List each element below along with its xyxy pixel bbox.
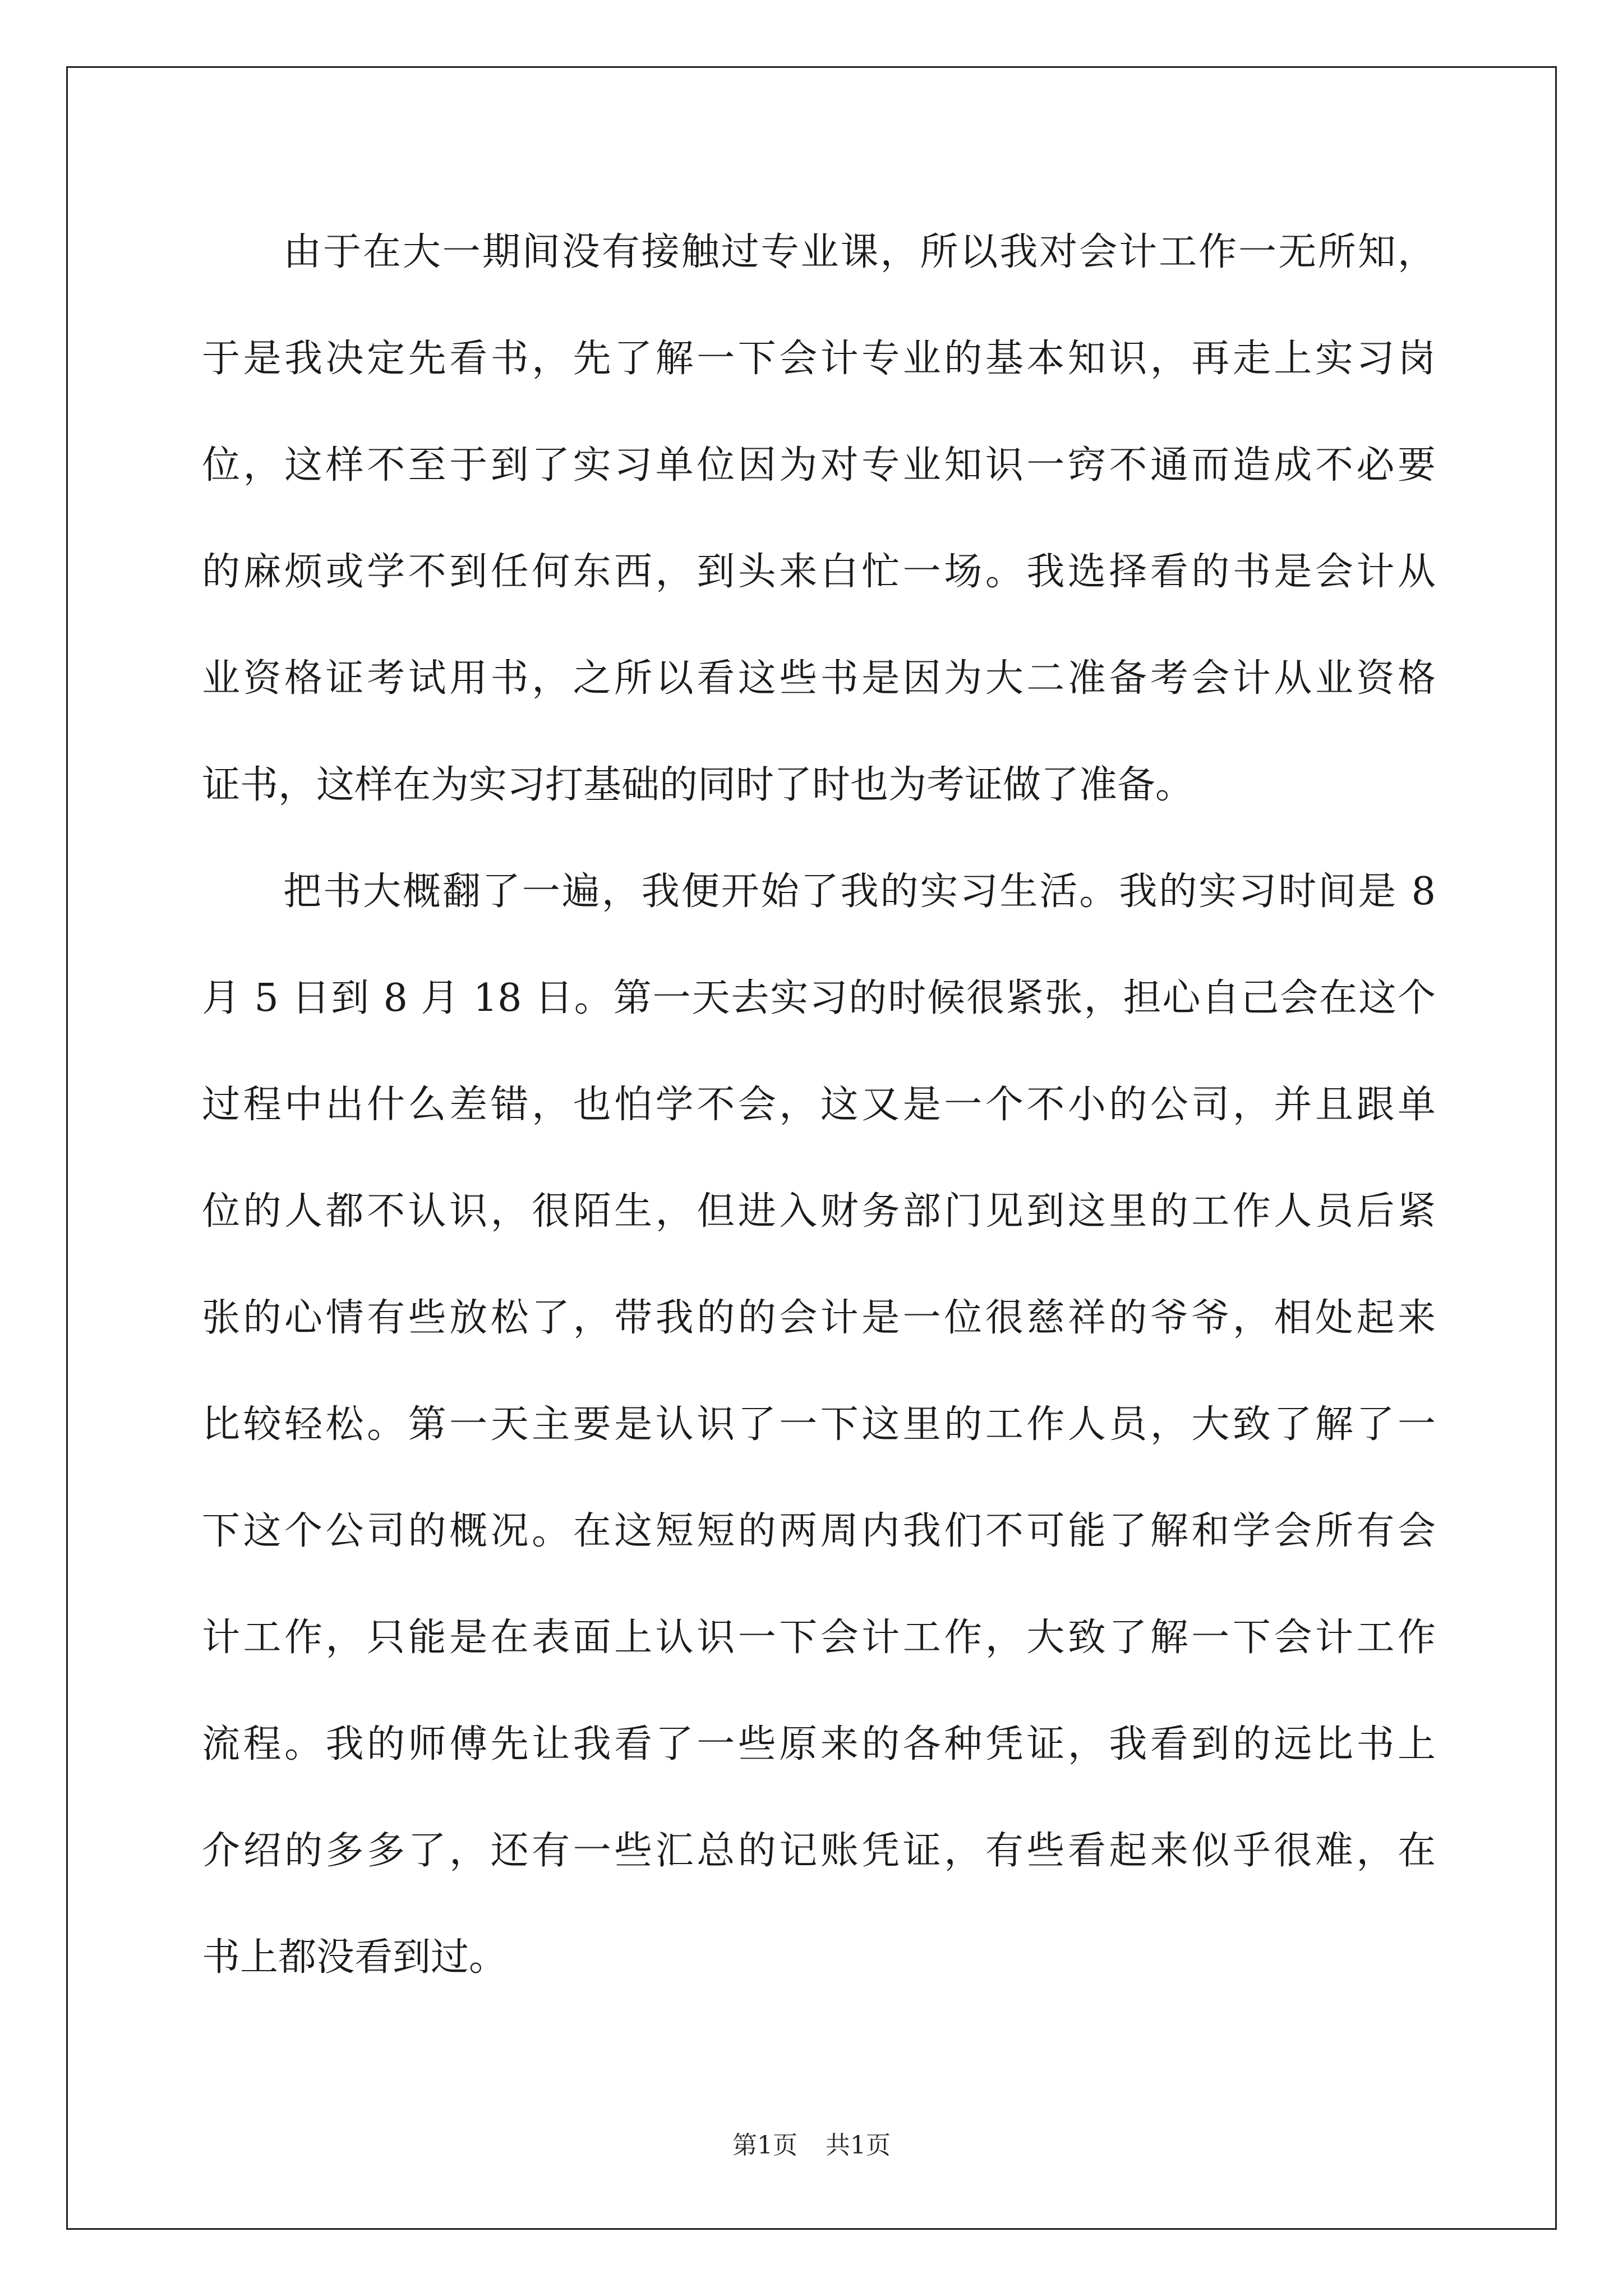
paragraph-2-line-4: 位的人都不认识，很陌生，但进入财务部门见到这里的工作人员后紧: [202, 1189, 1436, 1234]
page-total: 共1页: [826, 2131, 891, 2160]
paragraph-1-line-4: 的麻烦或学不到任何东西，到头来白忙一场。我选择看的书是会计从: [202, 550, 1436, 594]
paragraph-2-line-2: 月 5 日到 8 月 18 日。第一天去实习的时候很紧张，担心自己会在这个: [202, 976, 1436, 1020]
paragraph-1-line-1: 由于在大一期间没有接触过专业课，所以我对会计工作一无所知，: [283, 230, 1436, 274]
paragraph-2-line-10: 介绍的多多了，还有一些汇总的记账凭证，有些看起来似乎很难，在: [202, 1829, 1436, 1873]
paragraph-2-line-5: 张的心情有些放松了，带我的的会计是一位很慈祥的爷爷，相处起来: [202, 1296, 1436, 1340]
paragraph-2-line-3: 过程中出什么差错，也怕学不会，这又是一个不小的公司，并且跟单: [202, 1083, 1436, 1127]
page-footer: [0, 2129, 1623, 2162]
paragraph-2-line-9: 流程。我的师傅先让我看了一些原来的各种凭证，我看到的远比书上: [202, 1722, 1436, 1766]
paragraph-1-line-3: 位，这样不至于到了实习单位因为对专业知识一窍不通而造成不必要: [202, 443, 1436, 487]
paragraph-1-line-2: 于是我决定先看书，先了解一下会计专业的基本知识，再走上实习岗: [202, 337, 1436, 381]
paragraph-2-line-7: 下这个公司的概况。在这短短的两周内我们不可能了解和学会所有会: [202, 1509, 1436, 1553]
paragraph-2-line-11: 书上都没看到过。: [202, 1935, 508, 1980]
paragraph-2-line-8: 计工作，只能是在表面上认识一下会计工作，大致了解一下会计工作: [202, 1616, 1436, 1660]
page-number: 第1页: [732, 2131, 797, 2160]
paragraph-2-line-1: 把书大概翻了一遍，我便开始了我的实习生活。我的实习时间是 8: [283, 869, 1436, 914]
paragraph-1-line-6: 证书，这样在为实习打基础的同时了时也为考证做了准备。: [202, 763, 1194, 807]
paragraph-1-line-5: 业资格证考试用书，之所以看这些书是因为大二准备考会计从业资格: [202, 656, 1436, 701]
paragraph-2-line-6: 比较轻松。第一天主要是认识了一下这里的工作人员，大致了解了一: [202, 1402, 1436, 1447]
